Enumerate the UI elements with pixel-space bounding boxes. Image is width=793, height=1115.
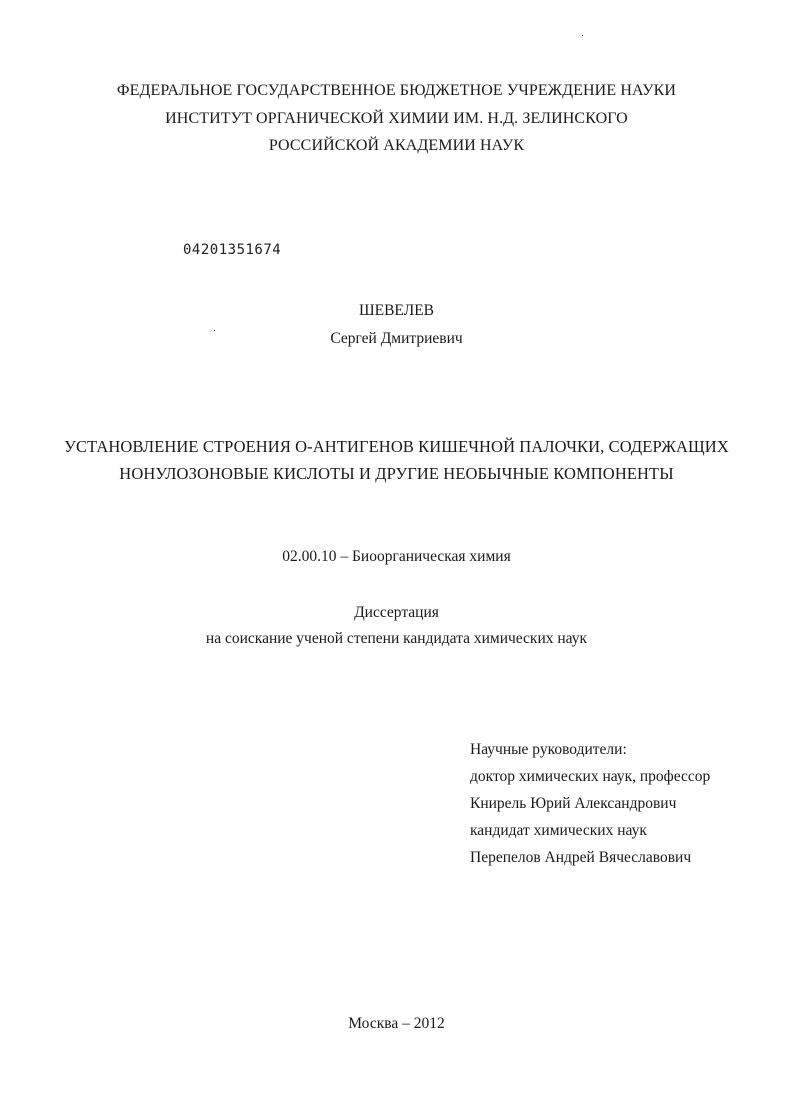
supervisor-2-title: кандидат химических наук — [470, 822, 647, 839]
supervisors-heading: Научные руководители: — [470, 741, 627, 758]
specialty-code: 02.00.10 – Биоорганическая химия — [282, 548, 511, 565]
institution-line-3: РОССИЙСКОЙ АКАДЕМИИ НАУК — [268, 137, 525, 154]
catalog-number-stamp: 04201351674 — [183, 242, 282, 258]
institution-line-1: ФЕДЕРАЛЬНОЕ ГОСУДАРСТВЕННОЕ БЮДЖЕТНОЕ УЧРЕЖДЕНИЕ НАУКИ — [116, 82, 677, 99]
institution-line-2: ИНСТИТУТ ОРГАНИЧЕСКОЙ ХИМИИ ИМ. Н.Д. ЗЕЛИНСКОГО — [165, 110, 628, 127]
author-surname: ШЕВЕЛЕВ — [358, 302, 435, 319]
place-and-year: Москва – 2012 — [348, 1015, 445, 1032]
degree-statement: на соискание ученой степени кандидата химических наук — [205, 630, 588, 647]
dissertation-title-line-2: НОНУЛОЗОНОВЫЕ КИСЛОТЫ И ДРУГИЕ НЕОБЫЧНЫЕ КОМПОНЕНТЫ — [119, 464, 674, 483]
supervisors-block — [470, 740, 710, 875]
supervisor-1-name: Книрель Юрий Александрович — [470, 795, 677, 812]
author-name: Сергей Дмитриевич — [330, 330, 463, 347]
scan-speck — [582, 35, 583, 36]
work-type-label: Диссертация — [354, 604, 439, 621]
dissertation-title-line-1: УСТАНОВЛЕНИЕ СТРОЕНИЯ О-АНТИГЕНОВ КИШЕЧНОЙ ПАЛОЧКИ, СОДЕРЖАЩИХ — [64, 437, 729, 456]
supervisor-1-title: доктор химических наук, профессор — [470, 768, 711, 785]
supervisor-2-name: Перепелов Андрей Вячеславович — [470, 849, 692, 866]
